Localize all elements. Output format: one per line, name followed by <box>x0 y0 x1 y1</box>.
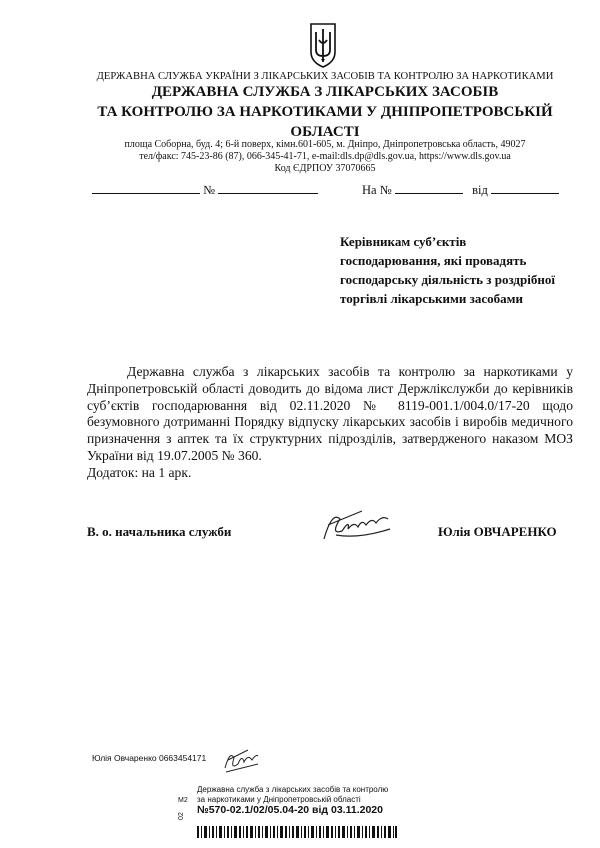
body-paragraph: Державна служба з лікарських засобів та контролю за наркотиками у Дніпропетровській області доводить до відома лист Держлікслужби до керівників суб’єктів господарювання від 02.11.2020 № 8119-001.1/004.0/17-20 щодо безумовного дотриманні Порядку відпуску лікарських засобів і виробів медичного призначення з аптек та їх структурних підрозділів, затвердженого наказом МОЗ України від 19.07.2005 № 360. <box>87 364 573 463</box>
executor-signature <box>222 746 260 774</box>
signatory-name: Юлія ОВЧАРЕНКО <box>438 524 557 539</box>
recipient-line: господарювання, які провадять <box>340 253 527 268</box>
outgoing-date-blank <box>92 182 200 194</box>
attachment-note: Додаток: на 1 арк. <box>87 464 192 480</box>
reply-to-label: На № <box>362 183 392 197</box>
signatory-title: В. о. начальника служби <box>87 524 232 539</box>
reply-number-blank <box>395 182 463 194</box>
handwritten-signature <box>318 505 396 547</box>
executor-contact: Юлія Овчаренко 0663454171 <box>92 753 207 763</box>
from-label: від <box>472 183 488 197</box>
recipient-block <box>340 232 580 308</box>
barcode-icon <box>197 826 397 838</box>
edrpou-code: Код ЄДРПОУ 37070665 <box>274 163 376 174</box>
outgoing-number-blank <box>218 182 318 194</box>
stamp-org-line1: Державна служба з лікарських засобів та контролю <box>197 785 389 794</box>
letter-body <box>87 364 573 482</box>
address-line: площа Соборна, буд. 4; 6-й поверх, кімн.601-605, м. Дніпро, Дніпропетровська область, 49027 <box>124 139 526 150</box>
edge-code: 02 <box>178 812 185 820</box>
incoming-reference <box>362 182 559 198</box>
stamp-org-line2: за наркотиками у Дніпропетровській області <box>197 795 361 804</box>
reply-date-blank <box>491 182 559 194</box>
recipient-line: господарську діяльність з роздрібної <box>340 272 555 287</box>
department-name-line3: ОБЛАСТІ <box>290 124 360 140</box>
ministry-name: ДЕРЖАВНА СЛУЖБА УКРАЇНИ З ЛІКАРСЬКИХ ЗАСОБІВ ТА КОНТРОЛЮ ЗА НАРКОТИКАМИ <box>96 71 554 82</box>
stamp-registration-number: №570-02.1/02/05.04-20 від 03.11.2020 <box>197 804 383 816</box>
coat-of-arms-icon <box>308 20 338 68</box>
recipient-line: торгівлі лікарськими засобами <box>340 291 523 306</box>
outgoing-registration <box>92 182 318 198</box>
department-name-line1: ДЕРЖАВНА СЛУЖБА З ЛІКАРСЬКИХ ЗАСОБІВ <box>151 84 499 100</box>
number-sign: № <box>203 183 216 197</box>
registration-stamp <box>197 785 388 815</box>
recipient-line: Керівникам суб’єктів <box>340 234 467 249</box>
department-name-line2: ТА КОНТРОЛЮ ЗА НАРКОТИКАМИ У ДНІПРОПЕТРОВСЬКІЙ <box>97 104 553 120</box>
stamp-code: M2 <box>178 797 188 804</box>
contacts-line: тел/факс: 745-23-86 (87), 066-345-41-71, e-mail:dls.dp@dls.gov.ua, https://www.dls.gov.ua <box>139 151 511 162</box>
